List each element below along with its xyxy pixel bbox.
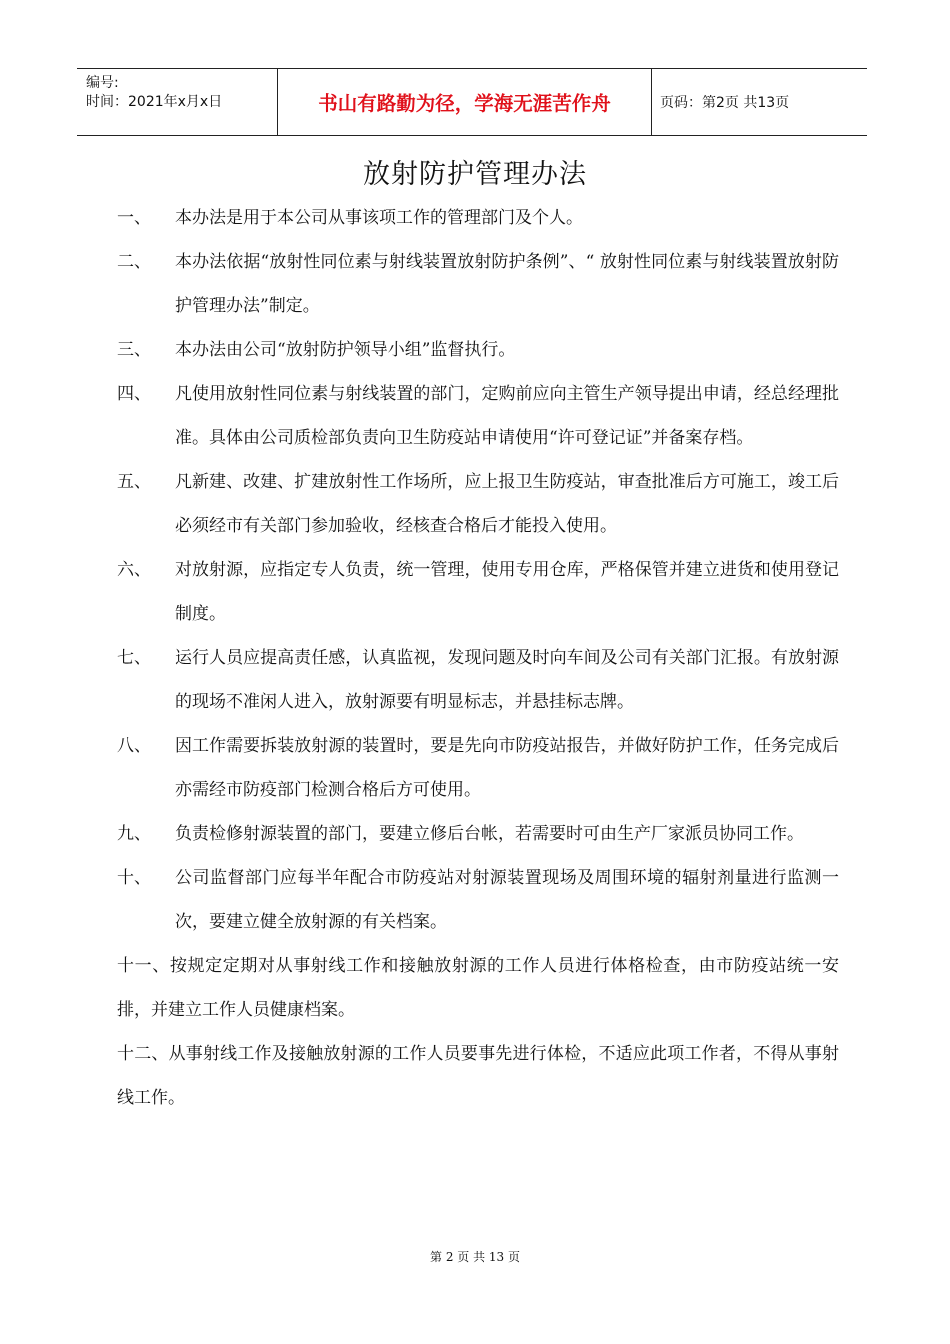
number-label: 编号: xyxy=(86,75,119,91)
header-page-label: 页码：第2页 共13页 xyxy=(660,95,790,111)
header-motto: 书山有路勤为径，学海无涯苦作舟 xyxy=(278,69,652,135)
list-item xyxy=(117,724,839,812)
page-header xyxy=(77,68,867,136)
item-number: 六、 xyxy=(117,560,151,580)
item-text: 本办法由公司“放射防护领导小组”监督执行。 xyxy=(175,340,516,360)
list-item xyxy=(117,196,839,240)
list-item xyxy=(117,1032,839,1120)
item-text: 本办法依据“放射性同位素与射线装置放射防护条例”、“ 放射性同位素与射线装置放射防护管理办法”制定。 xyxy=(175,252,839,316)
item-number: 九、 xyxy=(117,824,151,844)
item-text: 凡使用放射性同位素与射线装置的部门，定购前应向主管生产领导提出申请，经总经理批准。具体由公司质检部负责向卫生防疫站申请使用“许可登记证”并备案存档。 xyxy=(175,384,839,448)
header-meta xyxy=(77,69,278,135)
list-item xyxy=(117,372,839,460)
item-number: 三、 xyxy=(117,340,151,360)
list-item xyxy=(117,548,839,636)
item-text: 因工作需要拆装放射源的装置时，要是先向市防疫站报告，并做好防护工作，任务完成后亦需经市防疫部门检测合格后方可使用。 xyxy=(175,736,839,800)
item-text: 十一、按规定定期对从事射线工作和接触放射源的工作人员进行体格检查，由市防疫站统一安排，并建立工作人员健康档案。 xyxy=(117,956,839,1020)
item-number: 五、 xyxy=(117,472,151,492)
item-number: 十、 xyxy=(117,868,151,888)
item-number: 八、 xyxy=(117,736,151,756)
list-item xyxy=(117,944,839,1032)
item-text: 本办法是用于本公司从事该项工作的管理部门及个人。 xyxy=(175,208,583,228)
document-body xyxy=(117,196,839,1120)
item-number: 一、 xyxy=(117,208,151,228)
list-item xyxy=(117,856,839,944)
item-number: 七、 xyxy=(117,648,151,668)
document-title: 放射防护管理办法 xyxy=(363,159,587,190)
list-item xyxy=(117,240,839,328)
item-text: 对放射源，应指定专人负责，统一管理，使用专用仓库，严格保管并建立进货和使用登记制度。 xyxy=(175,560,839,624)
item-text: 公司监督部门应每半年配合市防疫站对射源装置现场及周围环境的辐射剂量进行监测一次，要建立健全放射源的有关档案。 xyxy=(175,868,839,932)
list-item xyxy=(117,636,839,724)
item-number: 四、 xyxy=(117,384,151,404)
list-item xyxy=(117,812,839,856)
item-text: 运行人员应提高责任感，认真监视，发现问题及时向车间及公司有关部门汇报。有放射源的现场不准闲人进入，放射源要有明显标志，并悬挂标志牌。 xyxy=(175,648,839,712)
list-item xyxy=(117,328,839,372)
item-text: 负责检修射源装置的部门，要建立修后台帐，若需要时可由生产厂家派员协同工作。 xyxy=(175,824,804,844)
item-text: 凡新建、改建、扩建放射性工作场所，应上报卫生防疫站，审查批准后方可施工，竣工后必须经市有关部门参加验收，经核查合格后才能投入使用。 xyxy=(175,472,839,536)
list-item xyxy=(117,460,839,548)
page-footer: 第 2 页 共 13 页 xyxy=(430,1250,520,1264)
date-label: 时间：2021年x月x日 xyxy=(86,94,223,110)
item-text: 十二、从事射线工作及接触放射源的工作人员要事先进行体检，不适应此项工作者，不得从事射线工作。 xyxy=(117,1044,839,1108)
item-number: 二、 xyxy=(117,252,151,272)
